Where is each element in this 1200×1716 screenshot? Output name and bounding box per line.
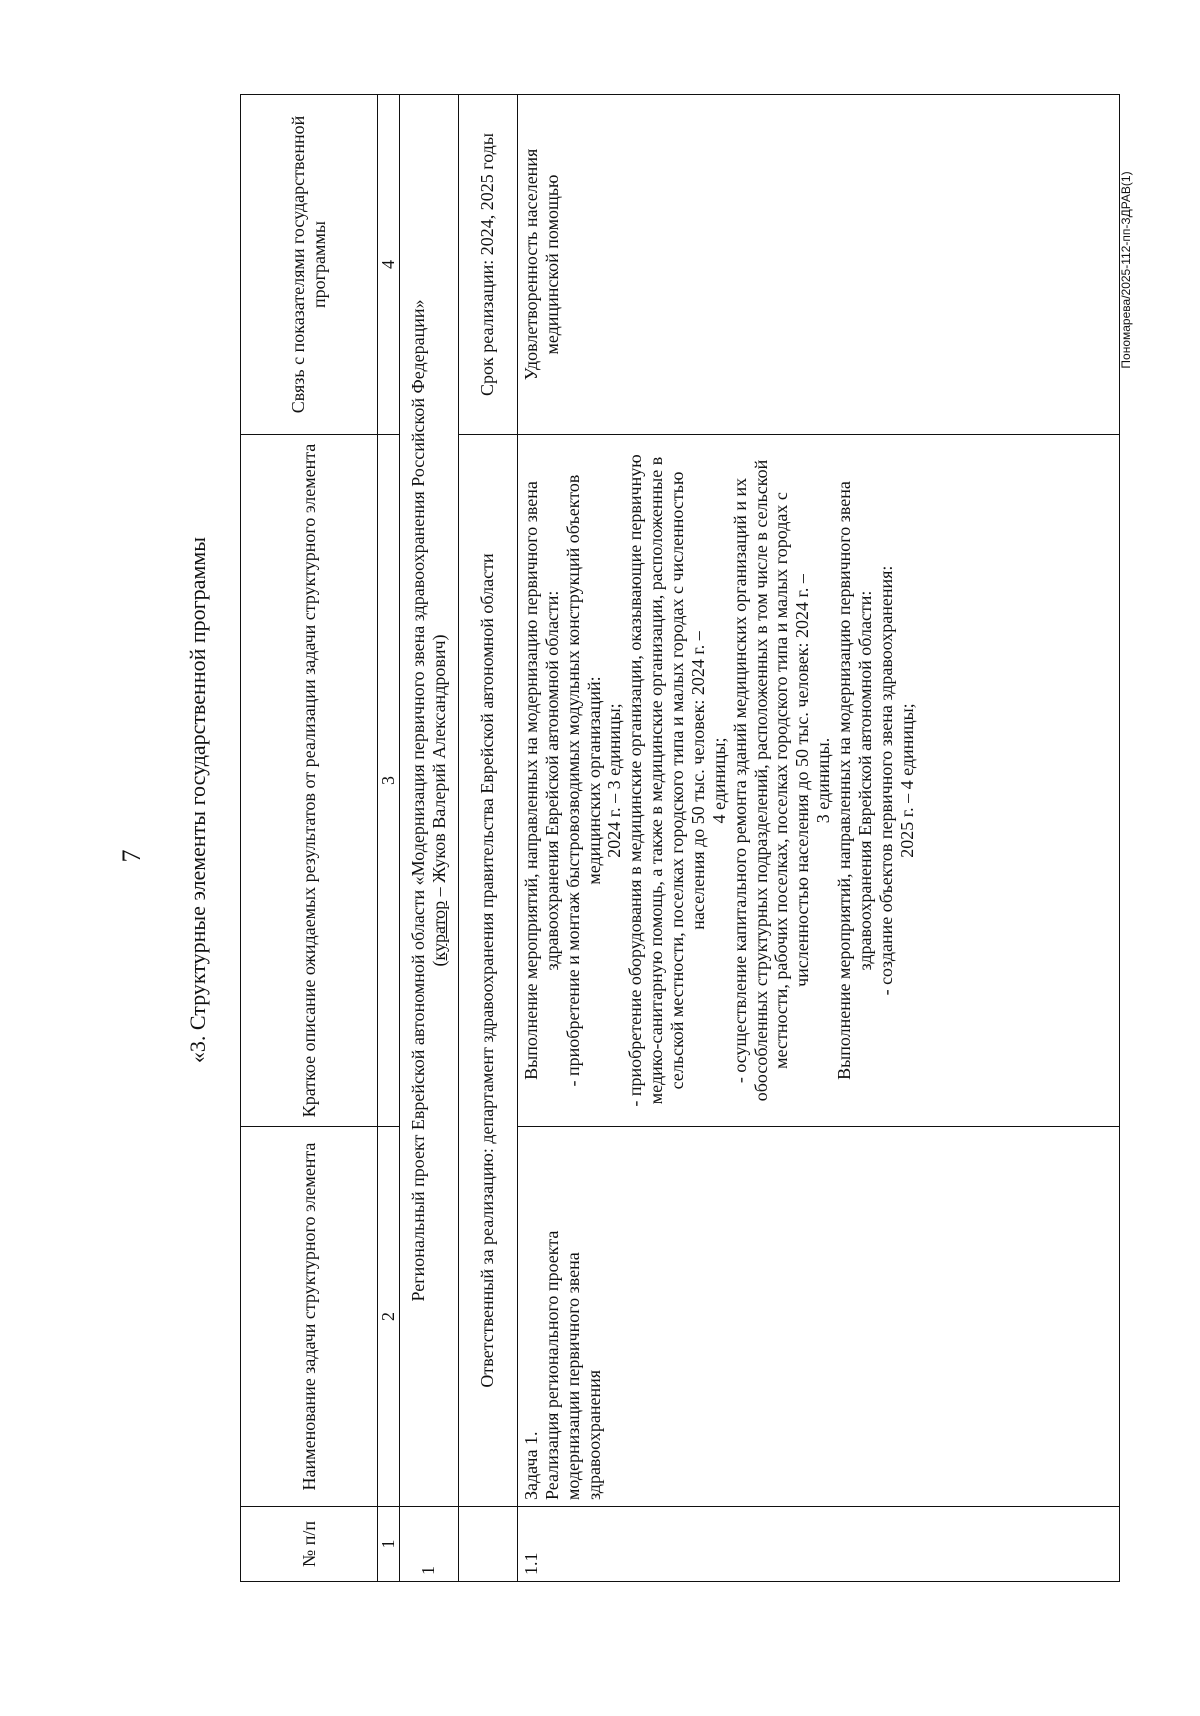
description-line: - создание объектов первичного звена здравоохранения: [875,565,896,996]
description-line: - приобретение оборудования в медицинские организации, оказывающие первичную медико-санитарную помощь, а также в медицинские организации, расположенные в сельской местности, поселках городского типа и малых городах с численностью населения до 50 тыс. человек: 2024 г. – [625,454,708,1107]
description-line: 2024 г. – 3 единицы; [604,703,625,858]
section-caption-text: «3. Структурные элементы государственной программы [185,536,210,1064]
task-name: Реализация регионального проекта модернизации первичного звена здравоохранения [541,1230,604,1500]
project-title: Региональный проект Еврейской автономной области «Модернизация первичного звена здравоохранения Российской Федерации» (куратор – Жуков Валерий Александрович) [399,95,458,1507]
column-number: 1 [378,1507,400,1582]
task-description [517,435,1119,1127]
header-description: Краткое описание ожидаемых результатов от реализации задачи структурного элемента [241,435,378,1127]
project-num: 1 [399,1507,458,1582]
project-row [399,95,458,1582]
header-link: Связь с показателями государственной программы [241,95,378,435]
description-line: - осуществление капитального ремонта зданий медицинских организаций и их обособленных структурных подразделений, расположенных в том числе в сельской местности, рабочих поселках, поселках городского типа и малых городах с численностью населения до 50 тыс. человек: 2024 г. – [729,459,813,1102]
page-number: 7 [117,849,146,863]
task-row [517,95,1119,1582]
task-label: Задача 1. [520,1431,541,1500]
header-name: Наименование задачи структурного элемента [241,1127,378,1507]
task-num: 1.1 [517,1507,1119,1582]
responsible-row [458,95,517,1582]
description-line: 2025 г. – 4 единицы; [896,703,917,858]
document-id-text: Пономарева/2025-112-пп-ЗДРАВ(1) [1119,171,1133,369]
structural-elements-table [240,94,1120,1582]
description-line: Выполнение мероприятий, направленных на модернизацию первичного звена здравоохранения Еврейской автономной области: [834,481,875,1080]
column-number: 3 [378,435,400,1127]
implementation-term: Срок реализации: 2024, 2025 годы [458,95,517,435]
description-line: - приобретение и монтаж быстровозводимых модульных конструкций объектов медицинских организаций: [562,474,604,1087]
project-title-text: Региональный проект Еврейской автономной области «Модернизация первичного звена здравоохранения Российской Федерации» [408,299,428,1302]
section-caption [182,280,214,1320]
responsible-num-empty [458,1507,517,1582]
responsible-text: Ответственный за реализацию: департамент здравоохранения правительства Еврейской автономной области [458,435,517,1507]
description-line: 3 единицы. [813,737,834,824]
column-number: 4 [378,95,400,435]
header-num: № п/п [241,1507,378,1582]
structural-elements-table-area [240,95,1120,1582]
rotated-table-container [240,95,1120,1582]
header-row [241,95,378,1582]
description-line: 4 единицы; [708,737,729,824]
description-line: Выполнение мероприятий, направленных на модернизацию первичного звена здравоохранения Еврейской автономной области: [520,481,562,1080]
task-cell [517,1127,1119,1507]
task-indicator-link: Удовлетворенность населения медицинской помощью [517,95,1119,435]
curator-label: куратор [428,900,449,961]
column-number: 2 [378,1127,400,1507]
curator-name: – Жуков Валерий Александрович) [428,634,449,901]
column-numbers-row [378,95,400,1582]
